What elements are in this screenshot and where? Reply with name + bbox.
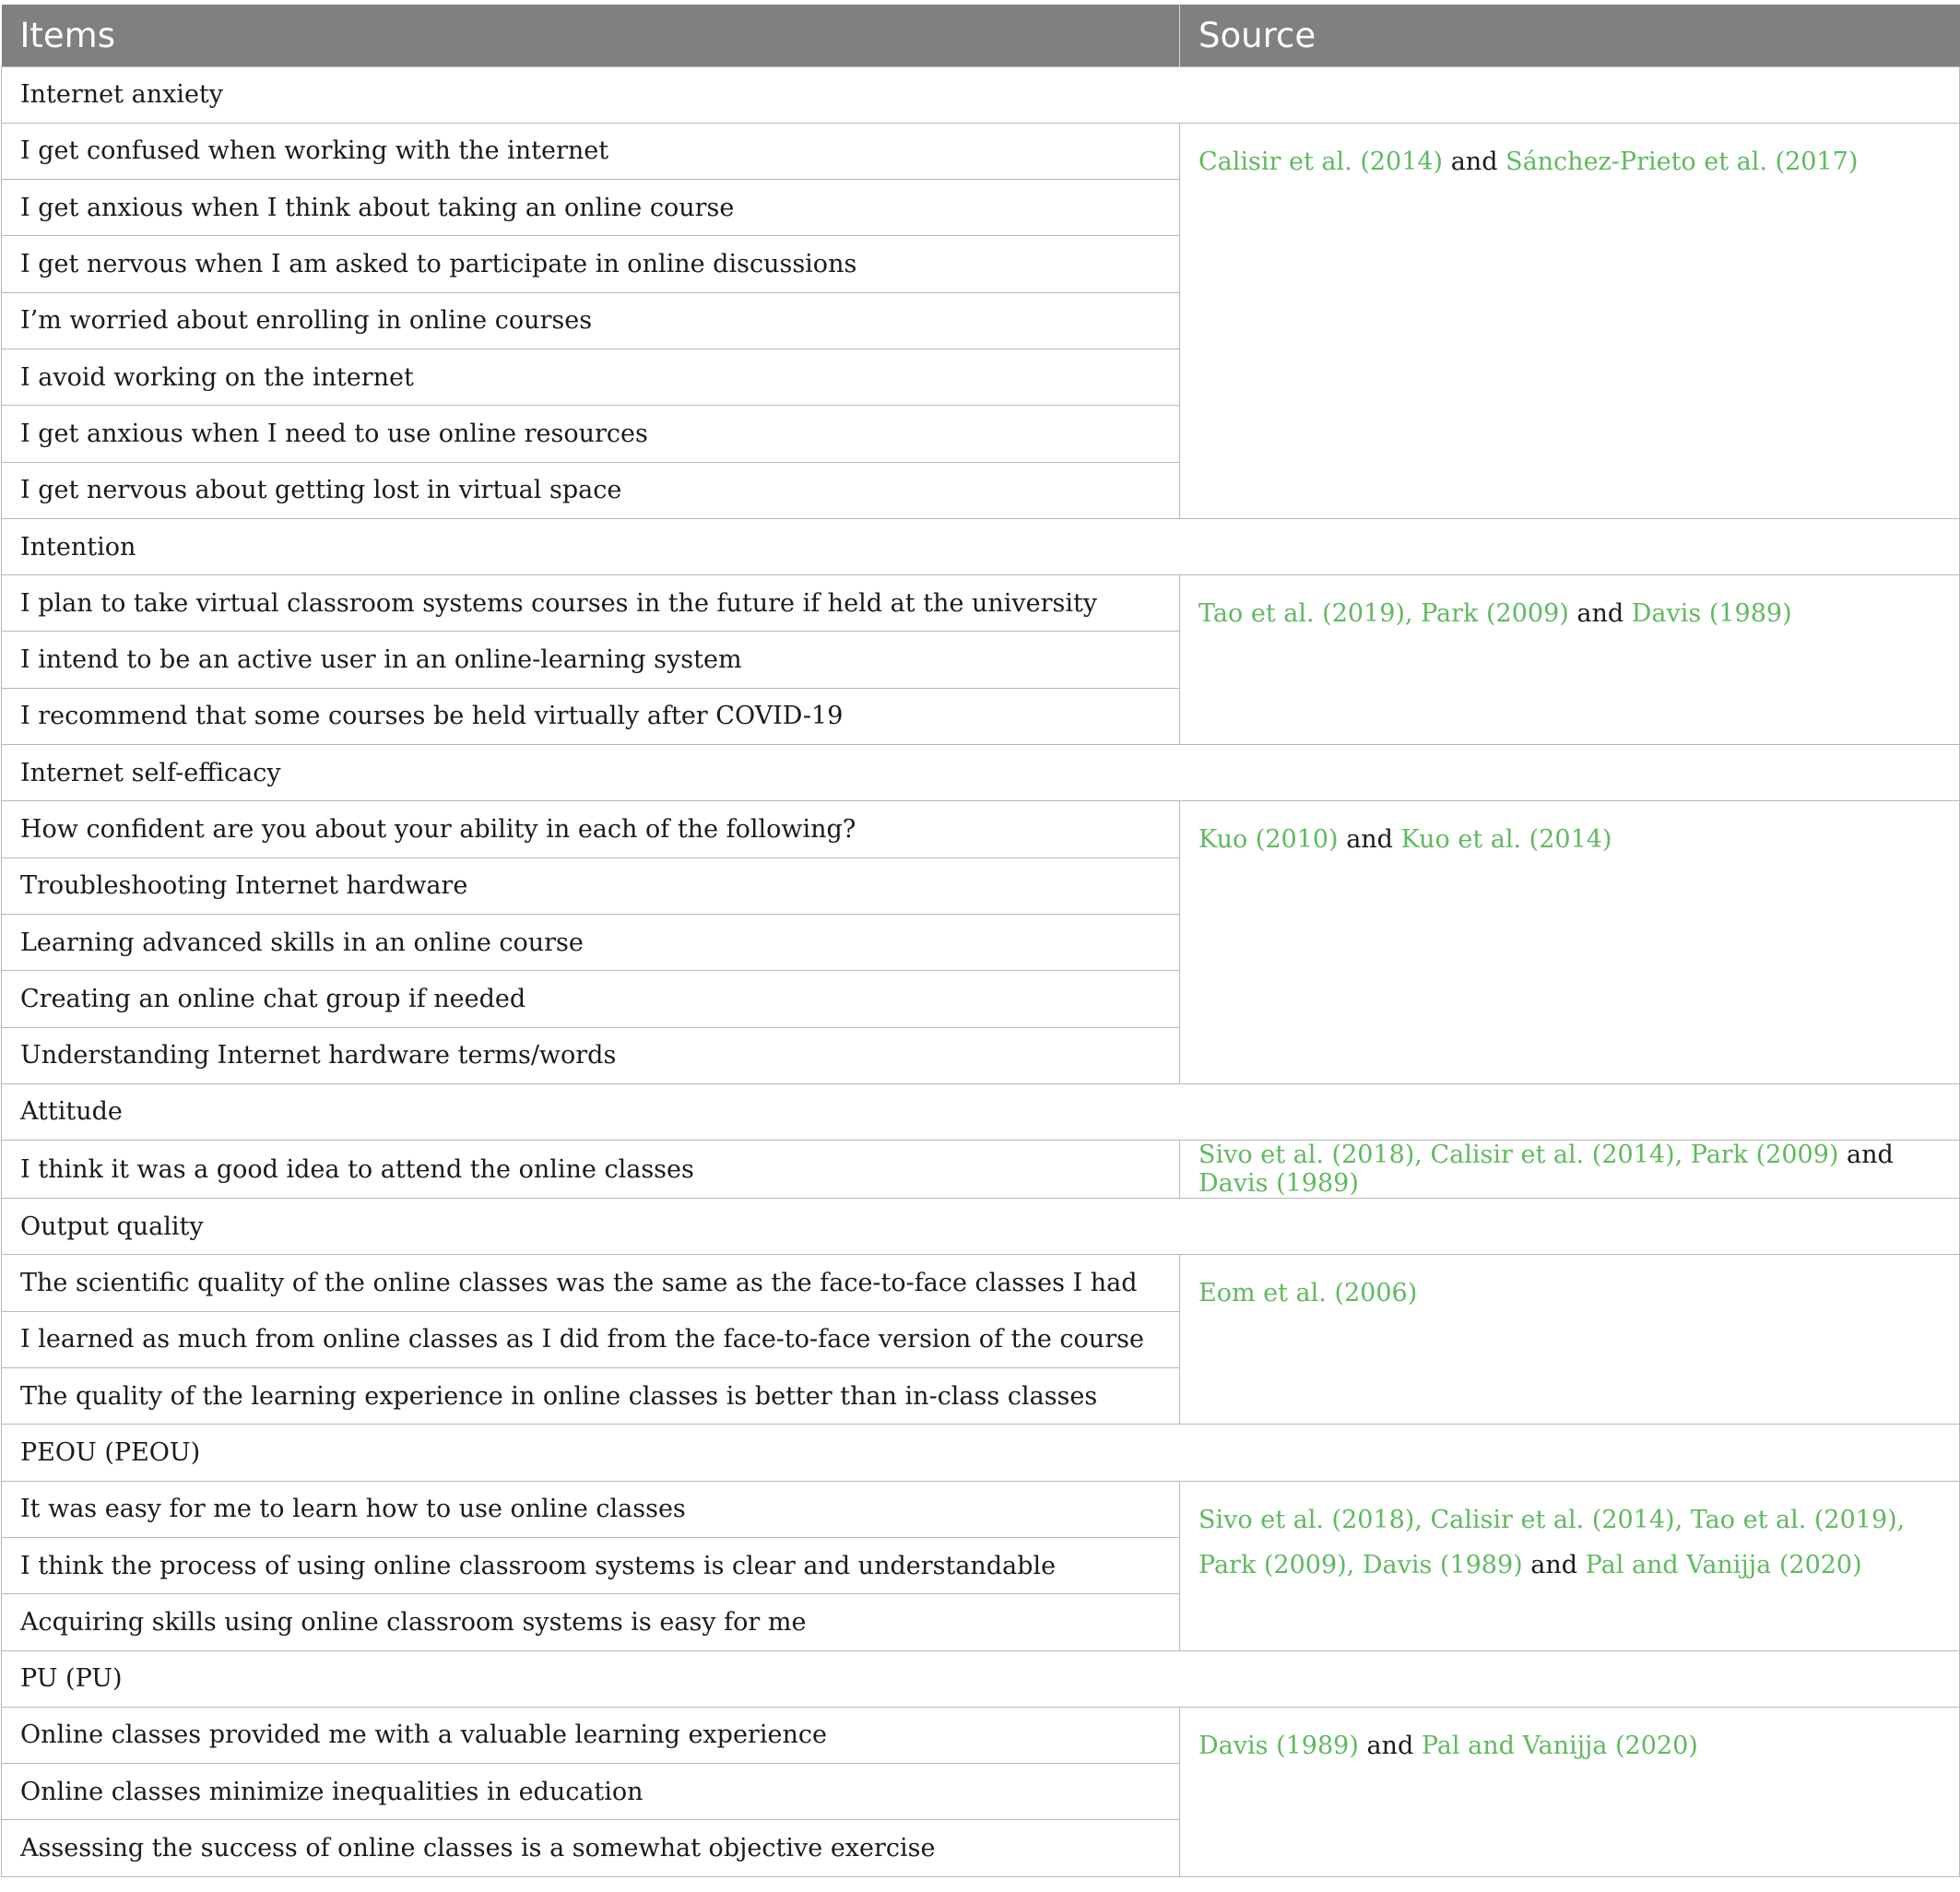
reference-link[interactable]: Tao et al. (2019), Park (2009) [1198, 599, 1569, 629]
section-title: Attitude [2, 1083, 1960, 1140]
item-cell: Creating an online chat group if needed [2, 971, 1180, 1027]
reference-link[interactable]: Eom et al. (2006) [1198, 1279, 1418, 1308]
item-cell: I recommend that some courses be held virtually after COVID-19 [2, 688, 1180, 744]
reference-link[interactable]: Pal and Vanijja (2020) [1421, 1731, 1698, 1760]
table-row [2, 575, 1960, 632]
reference-link[interactable]: Sivo et al. (2018), Calisir et al. (2014), Tao et al. (2019), Park (2009), Davis (1989) [1198, 1505, 1906, 1579]
table-row [2, 1255, 1960, 1311]
source-cell: Calisir et al. (2014) and Sánchez-Prieto et al. (2017) [1180, 123, 1960, 518]
table-row [2, 1481, 1960, 1537]
item-cell: Online classes provided me with a valuable learning experience [2, 1707, 1180, 1763]
source-cell [1180, 1255, 1960, 1425]
table-row [2, 1141, 1960, 1199]
section-row [2, 66, 1960, 123]
section-row [2, 1199, 1960, 1255]
source-cell: Davis (1989) and Pal and Vanijja (2020) [1180, 1707, 1960, 1876]
source-cell: Kuo (2010) and Kuo et al. (2014) [1180, 801, 1960, 1083]
item-cell: Online classes minimize inequalities in education [2, 1764, 1180, 1820]
table-row [2, 1707, 1960, 1763]
item-cell: I get anxious when I need to use online resources [2, 406, 1180, 462]
section-title: Internet anxiety [2, 66, 1960, 123]
section-title: Internet self-efficacy [2, 745, 1960, 801]
item-cell: Learning advanced skills in an online course [2, 914, 1180, 970]
reference-link[interactable]: Pal and Vanijja (2020) [1585, 1550, 1862, 1579]
item-cell: Troubleshooting Internet hardware [2, 857, 1180, 914]
section-title: Intention [2, 518, 1960, 574]
item-cell: I learned as much from online classes as I did from the face-to-face version of the course [2, 1311, 1180, 1367]
item-cell: I intend to be an active user in an online-learning system [2, 632, 1180, 688]
item-cell: Assessing the success of online classes is a somewhat objective exercise [2, 1820, 1180, 1876]
section-row [2, 1083, 1960, 1140]
reference-link[interactable]: Sánchez-Prieto et al. (2017) [1505, 147, 1859, 176]
header-items: Items [2, 5, 1180, 66]
item-cell: The scientific quality of the online classes was the same as the face-to-face classes I had [2, 1255, 1180, 1311]
section-row [2, 1425, 1960, 1481]
reference-link[interactable]: Kuo et al. (2014) [1400, 825, 1612, 855]
item-cell: I get nervous about getting lost in virtual space [2, 462, 1180, 518]
item-cell: Understanding Internet hardware terms/words [2, 1027, 1180, 1083]
source-cell: Sivo et al. (2018), Calisir et al. (2014), Park (2009) and Davis (1989) [1180, 1141, 1960, 1199]
header-source: Source [1180, 5, 1960, 66]
reference-link[interactable]: Calisir et al. (2014) [1198, 147, 1444, 176]
item-cell: I get nervous when I am asked to participate in online discussions [2, 236, 1180, 292]
reference-link[interactable]: Sivo et al. (2018), Calisir et al. (2014), Park (2009) [1198, 1141, 1839, 1170]
item-cell: I think it was a good idea to attend the online classes [2, 1141, 1180, 1199]
reference-link[interactable]: Davis (1989) [1631, 599, 1792, 629]
section-title: PEOU (PEOU) [2, 1425, 1960, 1481]
section-row [2, 518, 1960, 574]
item-cell: I get anxious when I think about taking an online course [2, 180, 1180, 236]
item-cell: I plan to take virtual classroom systems courses in the future if held at the university [2, 575, 1180, 632]
item-cell: How confident are you about your ability in each of the following? [2, 801, 1180, 857]
header-row [2, 5, 1960, 66]
section-title: PU (PU) [2, 1650, 1960, 1707]
item-cell: I think the process of using online classroom systems is clear and understandable [2, 1537, 1180, 1593]
reference-link[interactable]: Davis (1989) [1198, 1169, 1359, 1199]
item-cell: The quality of the learning experience in online classes is better than in-class classes [2, 1368, 1180, 1425]
table-row [2, 801, 1960, 857]
source-cell: Sivo et al. (2018), Calisir et al. (2014), Tao et al. (2019), Park (2009), Davis (1989) and Pal and Vanijja (2020) [1180, 1481, 1960, 1650]
item-cell: I avoid working on the internet [2, 349, 1180, 405]
item-cell: It was easy for me to learn how to use online classes [2, 1481, 1180, 1537]
measurement-items-table [1, 5, 1960, 1877]
section-row [2, 1650, 1960, 1707]
reference-link[interactable]: Kuo (2010) [1198, 825, 1339, 855]
section-title: Output quality [2, 1199, 1960, 1255]
source-cell: Tao et al. (2019), Park (2009) and Davis (1989) [1180, 575, 1960, 745]
section-row [2, 745, 1960, 801]
item-cell: I’m worried about enrolling in online courses [2, 292, 1180, 349]
reference-link[interactable]: Davis (1989) [1198, 1731, 1359, 1760]
item-cell: I get confused when working with the internet [2, 123, 1180, 179]
item-cell: Acquiring skills using online classroom systems is easy for me [2, 1594, 1180, 1650]
table-row [2, 123, 1960, 179]
